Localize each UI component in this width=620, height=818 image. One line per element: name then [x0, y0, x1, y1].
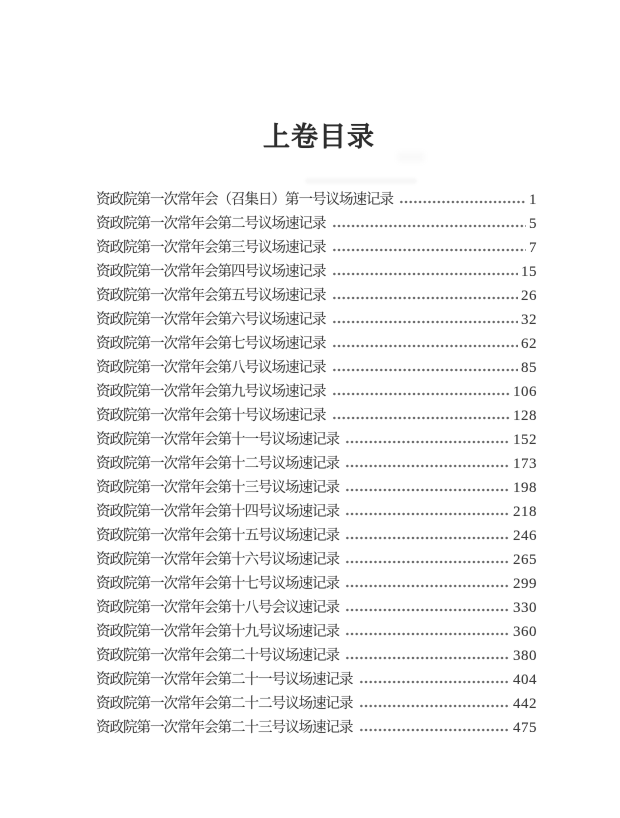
toc-entry [96, 524, 537, 548]
toc-entry-page-number: 360 [513, 624, 537, 640]
toc-entry-title: 资政院第一次常年会第二十一号议场速记录 [96, 672, 353, 688]
toc-entry [96, 452, 537, 476]
toc-entry-page-number: 85 [521, 360, 537, 376]
toc-entry [96, 212, 537, 236]
dot-leader [332, 243, 527, 257]
dot-leader [332, 219, 527, 233]
toc-entry-page-number: 265 [513, 552, 537, 568]
dot-leader [345, 603, 510, 617]
toc-entry-page-number: 173 [513, 456, 537, 472]
toc-entry-page-number: 404 [513, 672, 537, 688]
dot-leader [345, 459, 510, 473]
toc-entry-title: 资政院第一次常年会第十九号议场速记录 [96, 624, 339, 640]
toc-entry-title: 资政院第一次常年会第十三号议场速记录 [96, 480, 339, 496]
toc-entry-title: 资政院第一次常年会第十六号议场速记录 [96, 552, 339, 568]
toc-entry-page-number: 246 [513, 528, 537, 544]
toc-entry-title: 资政院第一次常年会第二十号议场速记录 [96, 648, 339, 664]
toc-entry-title: 资政院第一次常年会第十八号会议速记录 [96, 600, 339, 616]
dot-leader [345, 555, 510, 569]
toc-entry [96, 716, 537, 740]
dot-leader [332, 315, 519, 329]
dot-leader [359, 723, 511, 737]
toc-entry-page-number: 1 [529, 192, 537, 208]
toc-entry [96, 476, 537, 500]
toc-entry-page-number: 32 [521, 312, 537, 328]
toc-entry-page-number: 106 [513, 384, 537, 400]
toc-entry-page-number: 198 [513, 480, 537, 496]
toc-entry [96, 380, 537, 404]
toc-entry [96, 308, 537, 332]
toc-entry-title: 资政院第一次常年会第六号议场速记录 [96, 312, 326, 328]
toc-entry [96, 404, 537, 428]
dot-leader [332, 387, 511, 401]
toc-entry-title: 资政院第一次常年会第二号议场速记录 [96, 216, 326, 232]
toc-entry-title: 资政院第一次常年会第十五号议场速记录 [96, 528, 339, 544]
toc-entry [96, 500, 537, 524]
toc-entry [96, 356, 537, 380]
toc-entry-page-number: 330 [513, 600, 537, 616]
toc-entry [96, 188, 537, 212]
toc-entry-page-number: 128 [513, 408, 537, 424]
toc-entry-page-number: 442 [513, 696, 537, 712]
toc-entry-title: 资政院第一次常年会第七号议场速记录 [96, 336, 326, 352]
scan-artifact [305, 178, 417, 184]
toc-entry-page-number: 7 [529, 240, 537, 256]
dot-leader [345, 507, 510, 521]
toc-entry-title: 资政院第一次常年会第十四号议场速记录 [96, 504, 339, 520]
toc-entry [96, 236, 537, 260]
toc-entry [96, 620, 537, 644]
dot-leader [345, 627, 510, 641]
toc-entry [96, 692, 537, 716]
toc-entry [96, 572, 537, 596]
dot-leader [332, 267, 519, 281]
toc-entry-title: 资政院第一次常年会第四号议场速记录 [96, 264, 326, 280]
dot-leader [332, 411, 511, 425]
toc-entry-page-number: 299 [513, 576, 537, 592]
scan-artifact [398, 152, 424, 162]
toc-entry [96, 668, 537, 692]
toc-entry-title: 资政院第一次常年会第九号议场速记录 [96, 384, 326, 400]
toc-entry-page-number: 380 [513, 648, 537, 664]
toc-entry-title: 资政院第一次常年会第三号议场速记录 [96, 240, 326, 256]
toc-entry-title: 资政院第一次常年会第八号议场速记录 [96, 360, 326, 376]
dot-leader [332, 291, 519, 305]
toc-entry-page-number: 62 [521, 336, 537, 352]
toc-entry [96, 644, 537, 668]
toc-entry [96, 548, 537, 572]
dot-leader [332, 339, 519, 353]
dot-leader [345, 579, 510, 593]
dot-leader [399, 195, 526, 209]
dot-leader [345, 435, 510, 449]
dot-leader [345, 651, 510, 665]
dot-leader [359, 675, 511, 689]
toc-entry-title: 资政院第一次常年会第十七号议场速记录 [96, 576, 339, 592]
toc-entry-page-number: 5 [529, 216, 537, 232]
toc-entry-title: 资政院第一次常年会第十号议场速记录 [96, 408, 326, 424]
dot-leader [345, 483, 510, 497]
toc-entry-title: 资政院第一次常年会第五号议场速记录 [96, 288, 326, 304]
toc-entry-page-number: 475 [513, 720, 537, 736]
toc-entry-page-number: 26 [521, 288, 537, 304]
toc-entry [96, 284, 537, 308]
toc-entry-page-number: 15 [521, 264, 537, 280]
toc-entry-title: 资政院第一次常年会（召集日）第一号议场速记录 [96, 192, 393, 208]
dot-leader [345, 531, 510, 545]
page-title: 上卷目录 [263, 122, 375, 153]
toc-entry-title: 资政院第一次常年会第十二号议场速记录 [96, 456, 339, 472]
toc-entry [96, 428, 537, 452]
dot-leader [332, 363, 519, 377]
toc-entry [96, 260, 537, 284]
dot-leader [359, 699, 511, 713]
toc-entry-title: 资政院第一次常年会第十一号议场速记录 [96, 432, 339, 448]
toc-entry [96, 596, 537, 620]
table-of-contents [96, 188, 537, 740]
toc-entry-title: 资政院第一次常年会第二十二号议场速记录 [96, 696, 353, 712]
toc-entry [96, 332, 537, 356]
toc-entry-page-number: 218 [513, 504, 537, 520]
toc-entry-page-number: 152 [513, 432, 537, 448]
toc-entry-title: 资政院第一次常年会第二十三号议场速记录 [96, 720, 353, 736]
